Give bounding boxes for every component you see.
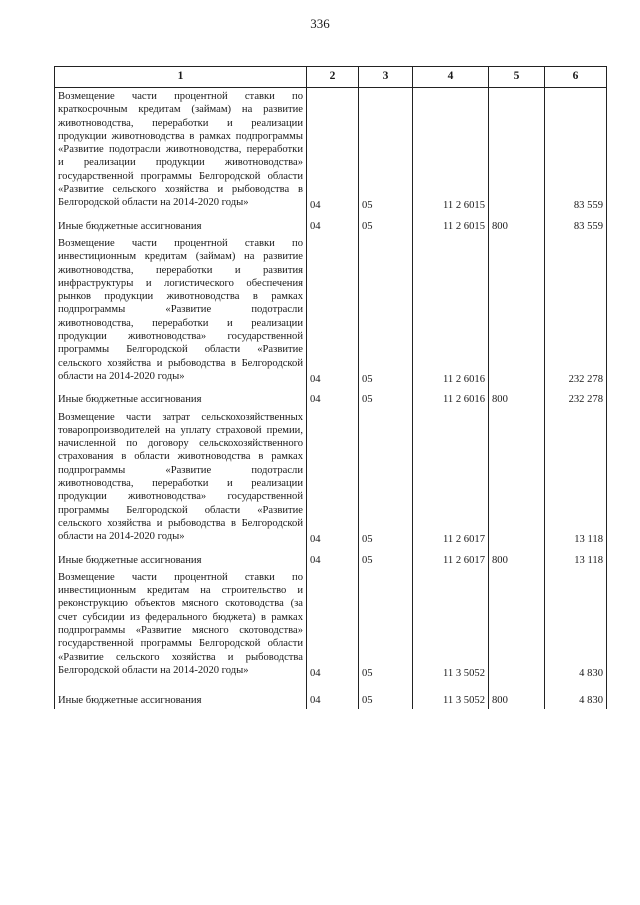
row-subsection: 05 — [359, 548, 413, 569]
row-target-article: 11 2 6016 — [413, 387, 489, 408]
page-number: 336 — [310, 16, 330, 31]
row-section: 04 — [307, 235, 359, 387]
row-target-article: 11 2 6017 — [413, 409, 489, 548]
row-description: Возмещение части процентной ставки по инвестиционным кредитам на строительство и реконструкцию объектов мясного скотоводства (за счет субсидии из федерального бюджета) в рамках подпрограммы «Развитие мясного скотоводства» государственной программы Белгородской области «Развитие сельского хозяйства и рыбоводства Белгородской области на 2014-2020 годы» — [55, 569, 307, 681]
row-expense-type: 800 — [489, 387, 545, 408]
row-expense-type — [489, 88, 545, 214]
row-section: 04 — [307, 409, 359, 548]
row-expense-type — [489, 235, 545, 387]
table-row — [55, 548, 607, 569]
table-row — [55, 235, 607, 387]
column-header-2: 2 — [307, 67, 359, 88]
row-expense-type: 800 — [489, 548, 545, 569]
row-subsection: 05 — [359, 214, 413, 235]
row-description: Иные бюджетные ассигнования — [55, 214, 307, 235]
table-row — [55, 88, 607, 214]
row-expense-type — [489, 409, 545, 548]
row-subsection: 05 — [359, 387, 413, 408]
row-target-article: 11 3 5052 — [413, 681, 489, 709]
row-subsection: 05 — [359, 569, 413, 681]
row-amount: 232 278 — [545, 235, 607, 387]
row-expense-type: 800 — [489, 681, 545, 709]
row-amount: 232 278 — [545, 387, 607, 408]
row-section: 04 — [307, 214, 359, 235]
column-header-4: 4 — [413, 67, 489, 88]
row-amount: 13 118 — [545, 548, 607, 569]
row-section: 04 — [307, 569, 359, 681]
row-target-article: 11 2 6015 — [413, 88, 489, 214]
row-target-article: 11 2 6016 — [413, 235, 489, 387]
column-header-3: 3 — [359, 67, 413, 88]
row-target-article: 11 2 6015 — [413, 214, 489, 235]
header-row — [55, 67, 607, 88]
row-amount: 13 118 — [545, 409, 607, 548]
row-amount: 4 830 — [545, 681, 607, 709]
row-amount: 4 830 — [545, 569, 607, 681]
table-row — [55, 409, 607, 548]
row-section: 04 — [307, 387, 359, 408]
table-row — [55, 214, 607, 235]
row-amount: 83 559 — [545, 214, 607, 235]
row-section: 04 — [307, 681, 359, 709]
row-expense-type: 800 — [489, 214, 545, 235]
row-expense-type — [489, 569, 545, 681]
table-row — [55, 387, 607, 408]
row-description: Возмещение части процентной ставки по инвестиционным кредитам (займам) на развитие животноводства, переработки и развития инфраструктуры и логистического обеспечения рынков продукции животноводства в рамках подпрограммы «Развитие подотрасли животноводства, переработки и реализации продукции животноводства» государственной программы Белгородской области «Развитие сельского хозяйства и рыбоводства в Белгородской области на 2014-2020 годы» — [55, 235, 307, 387]
row-subsection: 05 — [359, 235, 413, 387]
row-target-article: 11 2 6017 — [413, 548, 489, 569]
row-description: Возмещение части процентной ставки по краткосрочным кредитам (займам) на развитие животноводства, переработки и реализации продукции животноводства в рамках подпрограммы «Развитие подотрасли животноводства, переработки и реализации продукции животноводства» государственной программы Белгородской области «Развитие сельского хозяйства и рыбоводства в Белгородской области на 2014-2020 годы» — [55, 88, 307, 214]
row-amount: 83 559 — [545, 88, 607, 214]
budget-table — [54, 66, 607, 709]
row-subsection: 05 — [359, 681, 413, 709]
row-section: 04 — [307, 88, 359, 214]
row-description: Иные бюджетные ассигнования — [55, 387, 307, 408]
column-header-5: 5 — [489, 67, 545, 88]
table-row — [55, 569, 607, 681]
row-description: Иные бюджетные ассигнования — [55, 548, 307, 569]
row-target-article: 11 3 5052 — [413, 569, 489, 681]
table-row — [55, 681, 607, 709]
row-description: Возмещение части затрат сельскохозяйственных товаропроизводителей на уплату страховой премии, начисленной по договору сельскохозяйственного страхования в области животноводства в рамках подпрограммы «Развитие подотрасли животноводства, переработки и реализации продукции животноводства» государственной программы Белгородской области «Развитие сельского хозяйства и рыбоводства в Белгородской области на 2014-2020 годы» — [55, 409, 307, 548]
row-section: 04 — [307, 548, 359, 569]
row-subsection: 05 — [359, 88, 413, 214]
column-header-1: 1 — [55, 67, 307, 88]
row-description: Иные бюджетные ассигнования — [55, 681, 307, 709]
row-subsection: 05 — [359, 409, 413, 548]
column-header-6: 6 — [545, 67, 607, 88]
